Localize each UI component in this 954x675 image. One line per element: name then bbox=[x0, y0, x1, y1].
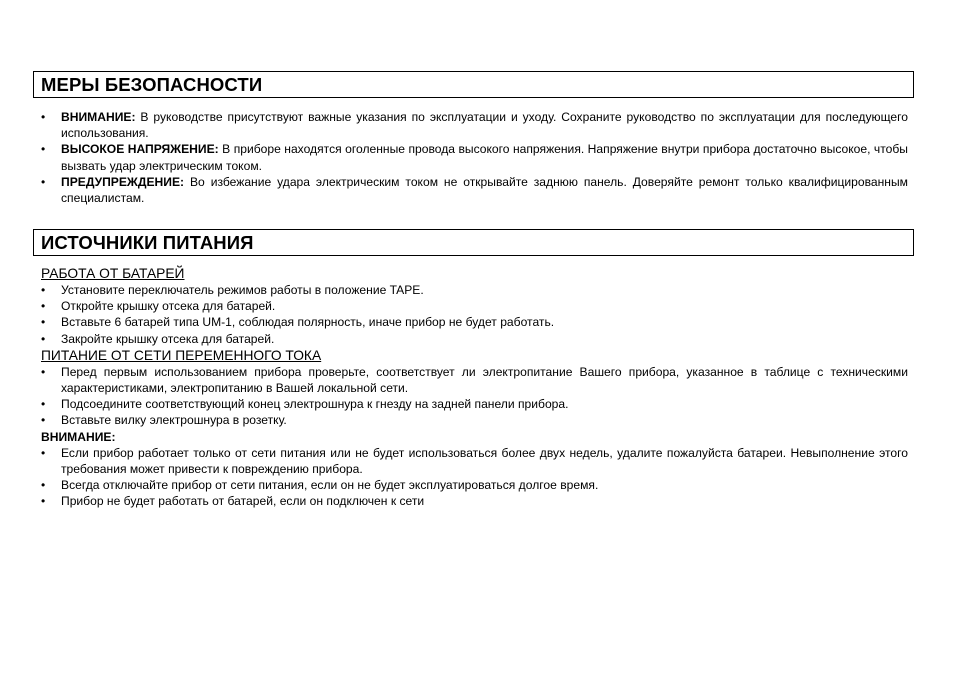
list-item bbox=[41, 331, 908, 347]
list-item-text: Вставьте 6 батарей типа UM-1, соблюдая полярность, иначе прибор не будет работать. bbox=[61, 315, 555, 330]
list-item-text: Подсоедините соответствующий конец электрошнура к гнезду на задней панели прибора. bbox=[61, 397, 569, 412]
warning-list bbox=[41, 445, 908, 510]
bullet-icon: • bbox=[41, 331, 46, 346]
power-heading: ИСТОЧНИКИ ПИТАНИЯ bbox=[33, 229, 914, 256]
list-item-text: Если прибор работает только от сети питания или не будет использоваться более двух недель, удалите пожалуйста батареи. Невыполнение этого требования может привести к повреждению прибора. bbox=[61, 445, 908, 477]
bullet-icon: • bbox=[41, 413, 46, 428]
safety-item-text: Во избежание удара электрическим током не открывайте заднюю панель. Доверяйте ремонт только квалифицированным специалистам. bbox=[61, 174, 908, 206]
bullet-icon: • bbox=[41, 315, 46, 330]
bullet-icon: • bbox=[41, 478, 46, 493]
list-item bbox=[41, 298, 908, 314]
bullet-icon: • bbox=[41, 445, 46, 460]
power-section bbox=[41, 265, 908, 510]
bullet-icon: • bbox=[41, 364, 46, 379]
bullet-icon: • bbox=[41, 283, 46, 297]
bullet-icon: • bbox=[41, 397, 46, 412]
list-item bbox=[41, 282, 908, 298]
safety-item-text: В приборе находятся оголенные провода высокого напряжения. Напряжение внутри прибора достаточно высокое, чтобы вызвать удар электрическим током. bbox=[61, 142, 908, 173]
safety-item-label: ВНИМАНИЕ: bbox=[61, 110, 136, 124]
ac-list bbox=[41, 364, 908, 429]
list-item bbox=[41, 493, 908, 509]
ac-subheading: ПИТАНИЕ ОТ СЕТИ ПЕРЕМЕННОГО ТОКА bbox=[41, 347, 322, 363]
list-item-text: Закройте крышку отсека для батарей. bbox=[61, 331, 275, 346]
safety-section bbox=[41, 109, 908, 206]
list-item bbox=[41, 445, 908, 477]
bullet-icon: • bbox=[41, 494, 46, 509]
safety-item-label: ВЫСОКОЕ НАПРЯЖЕНИЕ: bbox=[61, 142, 219, 157]
list-item-text: Установите переключатель режимов работы в положение TAPE. bbox=[61, 283, 424, 297]
list-item-text: Вставьте вилку электрошнура в розетку. bbox=[61, 413, 287, 428]
safety-item bbox=[41, 141, 908, 173]
battery-subheading: РАБОТА ОТ БАТАРЕЙ bbox=[41, 266, 185, 281]
safety-item-text: В руководстве присутствуют важные указания по эксплуатации и уходу. Сохраните руководство по эксплуатации для последующего использования. bbox=[61, 110, 908, 141]
safety-item bbox=[41, 109, 908, 141]
list-item-text: Всегда отключайте прибор от сети питания, если он не будет эксплуатироваться долгое время. bbox=[61, 478, 599, 493]
safety-heading: МЕРЫ БЕЗОПАСНОСТИ bbox=[33, 71, 914, 98]
list-item bbox=[41, 364, 908, 396]
bullet-icon: • bbox=[41, 299, 46, 314]
list-item bbox=[41, 396, 908, 412]
safety-item bbox=[41, 174, 908, 206]
warning-heading: ВНИМАНИЕ: bbox=[41, 429, 116, 444]
list-item bbox=[41, 477, 908, 493]
bullet-icon: • bbox=[41, 174, 46, 189]
list-item-text: Перед первым использованием прибора проверьте, соответствует ли электропитание Вашего прибора, указанное в таблице с техническими характеристиками, электропитанию в Вашей локальной сети. bbox=[61, 364, 908, 396]
list-item bbox=[41, 412, 908, 428]
bullet-icon: • bbox=[41, 110, 46, 124]
list-item-text: Откройте крышку отсека для батарей. bbox=[61, 299, 276, 314]
list-item-text: Прибор не будет работать от батарей, если он подключен к сети bbox=[61, 494, 425, 509]
safety-list bbox=[41, 109, 908, 206]
bullet-icon: • bbox=[41, 142, 46, 157]
battery-list bbox=[41, 282, 908, 347]
list-item bbox=[41, 314, 908, 330]
safety-item-label: ПРЕДУПРЕЖДЕНИЕ: bbox=[61, 174, 185, 189]
